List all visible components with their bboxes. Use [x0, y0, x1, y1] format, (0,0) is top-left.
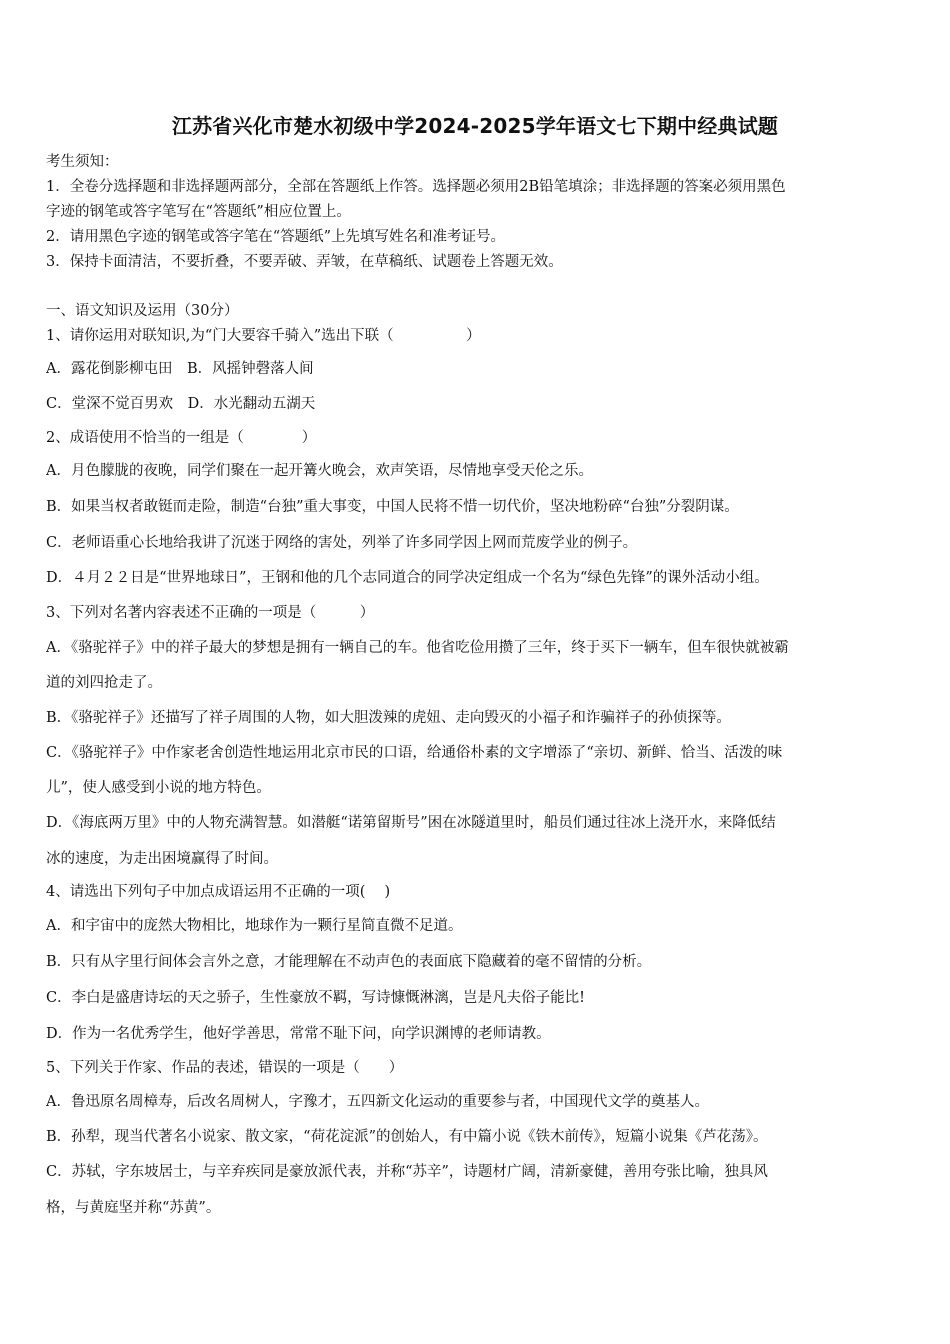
question-4-stem: 4、请选出下列句子中加点成语运用不正确的一项( ) — [46, 884, 391, 900]
question-5-stem: 5、下列关于作家、作品的表述，错误的一项是（ ） — [46, 1060, 404, 1076]
question-5-option-c-cont: 格，与黄庭坚并称“苏黄”。 — [46, 1200, 221, 1216]
question-5-option-c: C．苏轼，字东坡居士，与辛弃疾同是豪放派代表，并称“苏辛”，诗题材广阔，清新豪健，善用夸张比喻，独具风 — [46, 1164, 768, 1180]
question-2-option-c: C．老师语重心长地给我讲了沉迷于网络的害处，列举了许多同学因上网而荒废学业的例子。 — [46, 535, 638, 551]
question-4-option-b: B．只有从字里行间体会言外之意，才能理解在不动声色的表面底下隐藏着的毫不留情的分析。 — [46, 954, 652, 970]
notice-item: 2．请用黑色字迹的钢笔或答字笔在“答题纸”上先填写姓名和准考证号。 — [46, 229, 506, 245]
notice-item: 字迹的钢笔或答字笔写在“答题纸”相应位置上。 — [46, 204, 351, 220]
question-3-option-a: A．《骆驼祥子》中的祥子最大的梦想是拥有一辆自己的车。他省吃俭用攒了三年，终于买下一辆车，但车很快就被霸 — [46, 640, 789, 656]
question-4-option-c: C．李白是盛唐诗坛的天之骄子，生性豪放不羁，写诗慷慨淋漓，岂是凡夫俗子能比! — [46, 990, 585, 1006]
question-3-option-d-cont: 冰的速度，为走出困境赢得了时间。 — [46, 851, 278, 867]
question-3-stem: 3、下列对名著内容表述不正确的一项是（ ） — [46, 605, 375, 621]
section-heading: 一、语文知识及运用（30分） — [46, 303, 239, 319]
question-5-option-b: B．孙犁，现当代著名小说家、散文家，“荷花淀派”的创始人，有中篇小说《铁木前传》，短篇小说集《芦花荡》。 — [46, 1129, 768, 1145]
question-5-option-a: A．鲁迅原名周樟寿，后改名周树人，字豫才，五四新文化运动的重要参与者，中国现代文学的奠基人。 — [46, 1094, 709, 1110]
question-4-option-d: D．作为一名优秀学生，他好学善思，常常不耻下问，向学识渊博的老师请教。 — [46, 1026, 551, 1042]
question-1-stem: 1、请你运用对联知识,为“门大要容千骑入”选出下联（ ） — [46, 328, 481, 344]
page-title: 江苏省兴化市楚水初级中学2024-2025学年语文七下期中经典试题 — [171, 114, 779, 138]
question-3-option-b: B．《骆驼祥子》还描写了祥子周围的人物，如大胆泼辣的虎妞、走向毁灭的小福子和诈骗祥子的孙侦探等。 — [46, 710, 731, 726]
question-2-option-d: D．４月２２日是“世界地球日”，王钢和他的几个志同道合的同学决定组成一个名为“绿色先锋”的课外活动小组。 — [46, 570, 769, 586]
question-3-option-a-cont: 道的刘四抢走了。 — [46, 675, 162, 691]
question-4-option-a: A．和宇宙中的庞然大物相比，地球作为一颗行星简直微不足道。 — [46, 918, 463, 934]
notice-item: 1．全卷分选择题和非选择题两部分，全部在答题纸上作答。选择题必须用2B铅笔填涂；非选择题的答案必须用黑色 — [46, 179, 786, 195]
notice-item: 3．保持卡面清洁，不要折叠，不要弄破、弄皱，在草稿纸、试题卷上答题无效。 — [46, 254, 563, 270]
question-2-stem: 2、成语使用不恰当的一组是（ ） — [46, 430, 317, 446]
notice-header: 考生须知： — [46, 154, 119, 170]
question-3-option-d: D．《海底两万里》中的人物充满智慧。如潜艇“诺第留斯号”困在冰隧道里时，船员们通过往冰上浇开水，来降低结 — [46, 815, 776, 831]
question-3-option-c-cont: 儿”，使人感受到小说的地方特色。 — [46, 780, 271, 796]
question-2-option-b: B．如果当权者敢铤而走险，制造“台独”重大事变，中国人民将不惜一切代价，坚决地粉碎“台独”分裂阴谋。 — [46, 499, 739, 515]
question-1-options-ab: A．露花倒影柳屯田 B．风摇钟磬落人间 — [46, 361, 314, 377]
question-1-options-cd: C．堂深不觉百男欢 D．水光翻动五湖天 — [46, 396, 316, 412]
question-3-option-c: C．《骆驼祥子》中作家老舍创造性地运用北京市民的口语，给通俗朴素的文字增添了“亲切、新鲜、恰当、活泼的味 — [46, 745, 783, 761]
question-2-option-a: A．月色朦胧的夜晚，同学们聚在一起开篝火晚会，欢声笑语，尽情地享受天伦之乐。 — [46, 463, 593, 479]
